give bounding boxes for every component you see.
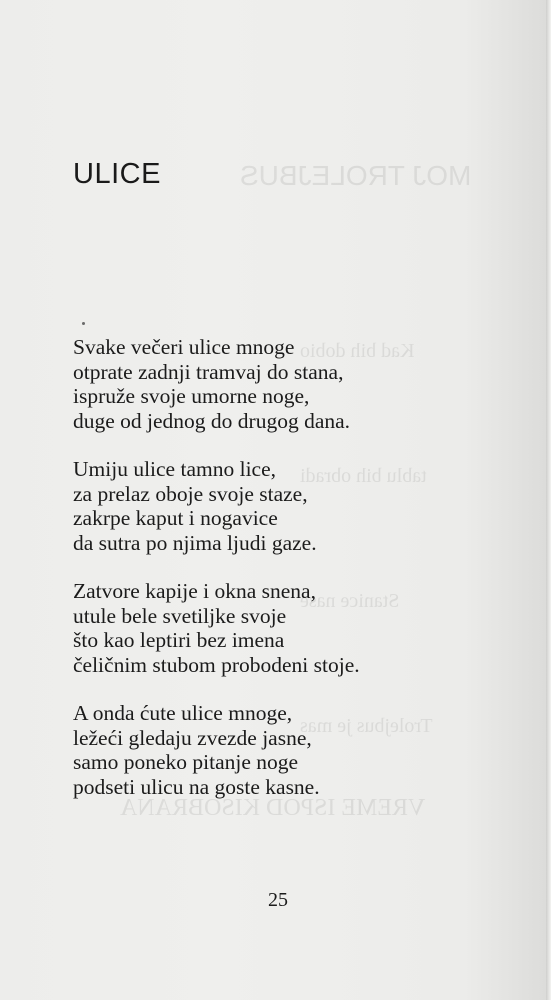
page-number: 25	[268, 889, 288, 911]
stanza	[73, 579, 360, 677]
show-through-text: Trolejbus je mas	[300, 715, 433, 737]
poem-line: utule bele svetiljke svoje	[73, 603, 287, 628]
poem-line: da sutra po njima ljudi gaze.	[73, 530, 317, 555]
poem-line: ispruže svoje umorne noge,	[73, 384, 310, 408]
poem-line: A onda ćute ulice mnoge,	[73, 701, 293, 725]
poem-line: za prelaz oboje svoje staze,	[73, 481, 308, 506]
poem-line: ležeći gledaju zvezde jasne,	[73, 725, 312, 750]
poem-line: duge od jednog do drugog dana.	[73, 408, 351, 433]
poem-line: samo poneko pitanje noge	[73, 750, 299, 774]
poem-line: što kao leptiri bez imena	[73, 628, 285, 652]
poem-line: čeličnim stubom probodeni stoje.	[73, 652, 360, 677]
show-through-heading: VREME ISPOD KISOBRANA	[120, 795, 426, 821]
poem-title: ULICE	[73, 158, 161, 190]
stanza	[73, 335, 360, 433]
show-through-text: Kad bih dobio	[300, 340, 415, 362]
show-through-heading: MOJ TROLEJBUS	[240, 160, 472, 191]
poem-line: otprate zadnji tramvaj do stana,	[73, 359, 344, 384]
poem-line: Umiju ulice tamno lice,	[73, 457, 277, 481]
poem-body	[73, 335, 360, 823]
stanza	[73, 457, 360, 555]
poem-line: zakrpe kaput i nogavice	[73, 506, 278, 530]
poem-line: Zatvore kapije i okna snena,	[73, 579, 316, 603]
stanza	[73, 701, 360, 799]
poem-line: podseti ulicu na goste kasne.	[73, 774, 320, 799]
show-through-text: Stanice nase	[300, 590, 400, 612]
paper-speck	[82, 322, 85, 325]
show-through-text: tablu bih obradi	[300, 465, 427, 487]
poem-line: Svake večeri ulice mnoge	[73, 335, 295, 359]
page-edge	[546, 0, 551, 1000]
